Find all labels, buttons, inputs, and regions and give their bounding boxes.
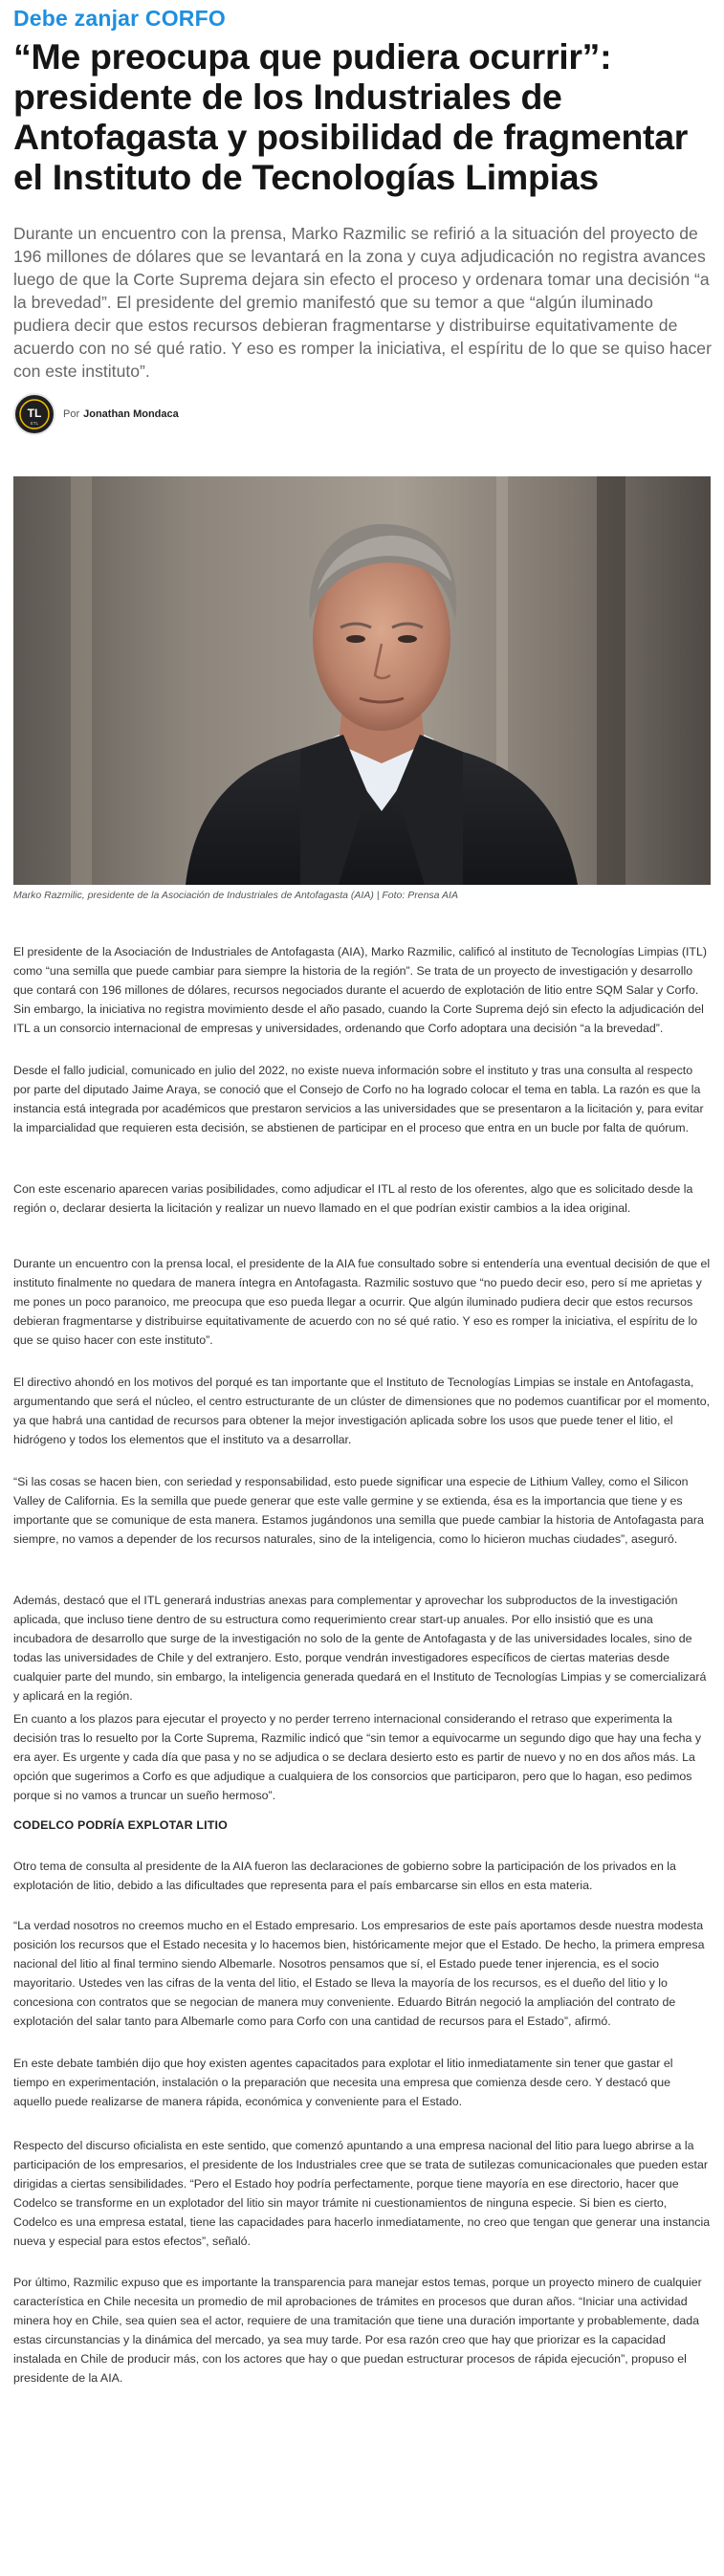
- body-paragraph: Otro tema de consulta al presidente de la AIA fueron las declaraciones de gobierno sobre la participación de los privados en la explotación de litio, debido a las dificultades que representa para el país embarcarse sin ellos en esta materia.: [13, 1860, 676, 1892]
- body-paragraph: El directivo ahondó en los motivos del porqué es tan importante que el Instituto de Tecnologías Limpias se instale en Antofagasta, argumentando que será el núcleo, el centro estructurante de un clúster de dimensiones que no podemos cuantificar por el momento, ya que habrá una cantidad de recursos para obtener la mejor investigación aplicada sobre los usos que puede tener el litio, el hidrógeno y todos los elementos que el instituto va a desarrollar.: [13, 1376, 711, 1446]
- body-paragraph: El presidente de la Asociación de Industriales de Antofagasta (AIA), Marko Razmilic, calificó al instituto de Tecnologías Limpias (ITL) como “una semilla que puede cambiar para siempre la historia de la región”. Se trata de un proyecto de investigación y desarrollo que contará con 196 millones de dólares, recursos negociados durante el acuerdo de explotación de litio entre SQM Salar y Corfo. Sin embargo, la iniciativa no registra movimiento desde el año pasado, cuando la Corte Suprema dejó sin efecto la adjudicación del ITL a un consorcio internacional de empresas y universidades, ordenando que Corfo adoptara una decisión “a la brevedad”.: [13, 945, 707, 1035]
- body-paragraph: Durante un encuentro con la prensa local, el presidente de la AIA fue consultado sobre si entendería una eventual decisión de que el instituto finalmente no quedara de manera íntegra en Antofagasta. Razmilic sostuvo que “no puedo decir eso, pero sí me aprietas y me pones un poco paranoico, me preocupa que eso pueda llegar a ocurrir. Que algún iluminado pudiera decir que estos recursos debieran fragmentarse y distribuirse equitativamente de acuerdo con no sé qué ratio. Y eso es romper la iniciativa, el espíritu de lo que se quiso hacer con este instituto”.: [13, 1257, 711, 1347]
- byline: [13, 392, 396, 436]
- body-paragraph: “Si las cosas se hacen bien, con seriedad y responsabilidad, esto puede significar una especie de Lithium Valley, como el Silicon Valley de California. Es la semilla que puede generar que este valle germine y se extienda, ésa es la importancia que tiene y es importante que se comunique de esta manera. Estamos jugándonos una semilla que puede cambiar la historia de Antofagasta para siempre, no vamos a depender de los recursos naturales, sino de la inteligencia, como lo hicieron muchas ciudades”, aseguró.: [13, 1475, 704, 1546]
- author-logo-icon: [15, 395, 54, 433]
- body-paragraph: Además, destacó que el ITL generará industrias anexas para complementar y aprovechar los subproductos de la investigación aplicada, que incluso tiene dentro de su estructura como requerimiento crear start-up anuales. Por ello insistió que es una incubadora de desarrollo que surge de la investigación no solo de la gente de Antofagasta y de las universidades locales, sino de todas las universidades de Chile y del extranjero. Esto, porque vendrán investigadores específicos de ciertas materias desde cualquier parte del mundo, sin embargo, la inteligencia generada quedará en el Instituto de Tecnologías Limpias y se comercializará y aplicará en la región.: [13, 1594, 707, 1703]
- byline-author-link[interactable]: Jonathan Mondaca: [83, 408, 179, 420]
- avatar-text: TL: [27, 407, 42, 420]
- body-paragraph: “La verdad nosotros no creemos mucho en el Estado empresario. Los empresarios de este país aportamos desde nuestra modesta posición los recursos que el Estado necesita y lo hacemos bien, históricamente mejor que el Estado. De hecho, la primera empresa nacional del litio al final termino siendo Albemarle. Nosotros pensamos que sí, el Estado puede tener injerencia, es el socio mayoritario. Ustedes ven las cifras de la venta del litio, el Estado se lleva la mayoría de los recursos, es el dueño del litio y lo concesiona con contratos que se negocian de manera muy conveniente. Eduardo Bitrán negoció la ampliación del contrato de explotación del salar tanto para Albemarle como para Corfo con una cantidad de recursos para el Estado”, afirmó.: [13, 1919, 705, 2028]
- article-headline: “Me preocupa que pudiera ocurrir”: presidente de los Industriales de Antofagasta y posibilidad de fragmentar el Instituto de Tecnologías Limpias: [13, 36, 689, 197]
- article-kicker: Debe zanjar CORFO: [13, 6, 226, 31]
- avatar-subtext: ETL: [30, 421, 39, 426]
- portrait-image-icon: [13, 476, 711, 885]
- author-avatar[interactable]: [13, 393, 55, 435]
- body-paragraph: Desde el fallo judicial, comunicado en julio del 2022, no existe nueva información sobre el instituto y tras una consulta al respecto por parte del diputado Jaime Araya, se conoció que el Consejo de Corfo no ha logrado colocar el tema en tabla. La razón es que la instancia está integrada por académicos que prestaron servicios a las universidades que se presentaron a la licitación y, para evitar la imparcialidad que requieren esta decisión, se abstienen de participar en el proceso que entra en un bucle por falta de quórum.: [13, 1064, 704, 1134]
- body-paragraph: En este debate también dijo que hoy existen agentes capacitados para explotar el litio inmediatamente sin tener que gastar el tiempo en experimentación, instalación o la preparación que necesita una empresa que comienza desde cero. Y destacó que aquello puede realizarse de manera rápida, económica y conveniente para el Estado.: [13, 2057, 673, 2108]
- section-subheading: CODELCO PODRÍA EXPLOTAR LITIO: [13, 1818, 229, 1832]
- photo-caption: Marko Razmilic, presidente de la Asociación de Industriales de Antofagasta (AIA) | Foto: Prensa AIA: [13, 890, 458, 901]
- article-lead: Durante un encuentro con la prensa, Marko Razmilic se refirió a la situación del proyecto de 196 millones de dólares que se levantará en la zona y cuya adjudicación no registra avances luego de que la Corte Suprema dejara sin efecto el proceso y ordenara tomar una decisión “a la brevedad”. El presidente del gremio manifestó que su temor a que “algún iluminado pudiera decir que estos recursos debieran fragmentarse y distribuirse equitativamente de acuerdo con no sé qué ratio. Y eso es romper la iniciativa, el espíritu de lo que se quiso hacer con este instituto”.: [13, 224, 712, 381]
- byline-prefix: Por: [63, 408, 80, 420]
- body-paragraph: En cuanto a los plazos para ejecutar el proyecto y no perder terreno internacional considerando el retraso que experimenta la decisión tras lo resuelto por la Corte Suprema, Razmilic indicó que “sin temor a equivocarme un segundo digo que hay una fecha y era ayer. Es urgente y cada día que pasa y no se adjudica o se declara desierto esto es partir de nuevo y no en dos años más. La opción que sugerimos a Corfo es que adjudique a cualquiera de los consorcios que participaron, pero que lo hagan, eso pedimos porque si no vamos a truncar un sueño hermoso”.: [13, 1712, 702, 1802]
- body-paragraph: Con este escenario aparecen varias posibilidades, como adjudicar el ITL al resto de los oferentes, algo que es solicitado desde la región o, declarar desierta la licitación y realizar un nuevo llamado en el que podrían existir cambios a la idea original.: [13, 1182, 693, 1215]
- body-paragraph: Respecto del discurso oficialista en este sentido, que comenzó apuntando a una empresa nacional del litio para luego abrirse a la participación de los empresarios, el presidente de los Industriales cree que se trata de sutilezas comunicacionales que pueden estar dirigidas a ciertas sensibilidades. “Pero el Estado hoy podría perfectamente, porque tiene mayoría en ese directorio, hacer que Codelco se transforme en un explotador del litio sin mayor trámite ni cuestionamientos de ninguna especie. Si bien es cierto, Codelco es una empresa estatal, tiene las capacidades para hacerlo inmediatamente, no creo que tengan que generar una instancia nueva y especial para estos efectos”, señaló.: [13, 2139, 711, 2248]
- article-photo: [13, 476, 711, 885]
- body-paragraph: Por último, Razmilic expuso que es importante la transparencia para manejar estos temas, porque un proyecto minero de cualquier característica en Chile necesita un promedio de mil aprobaciones de trámites en procesos que duran años. “Iniciar una actividad minera hoy en Chile, sea quien sea el actor, requiere de una tramitación que tiene una duración importante y probablemente, dada estas circunstancias y la dinámica del mercado, ya sea muy tarde. Por esa razón creo que hay que priorizar es la capacidad instalada en Chile de producir más, con los actores que hay o que puedan estructurar procesos de rápida ejecución”, propuso el presidente de la AIA.: [13, 2276, 702, 2385]
